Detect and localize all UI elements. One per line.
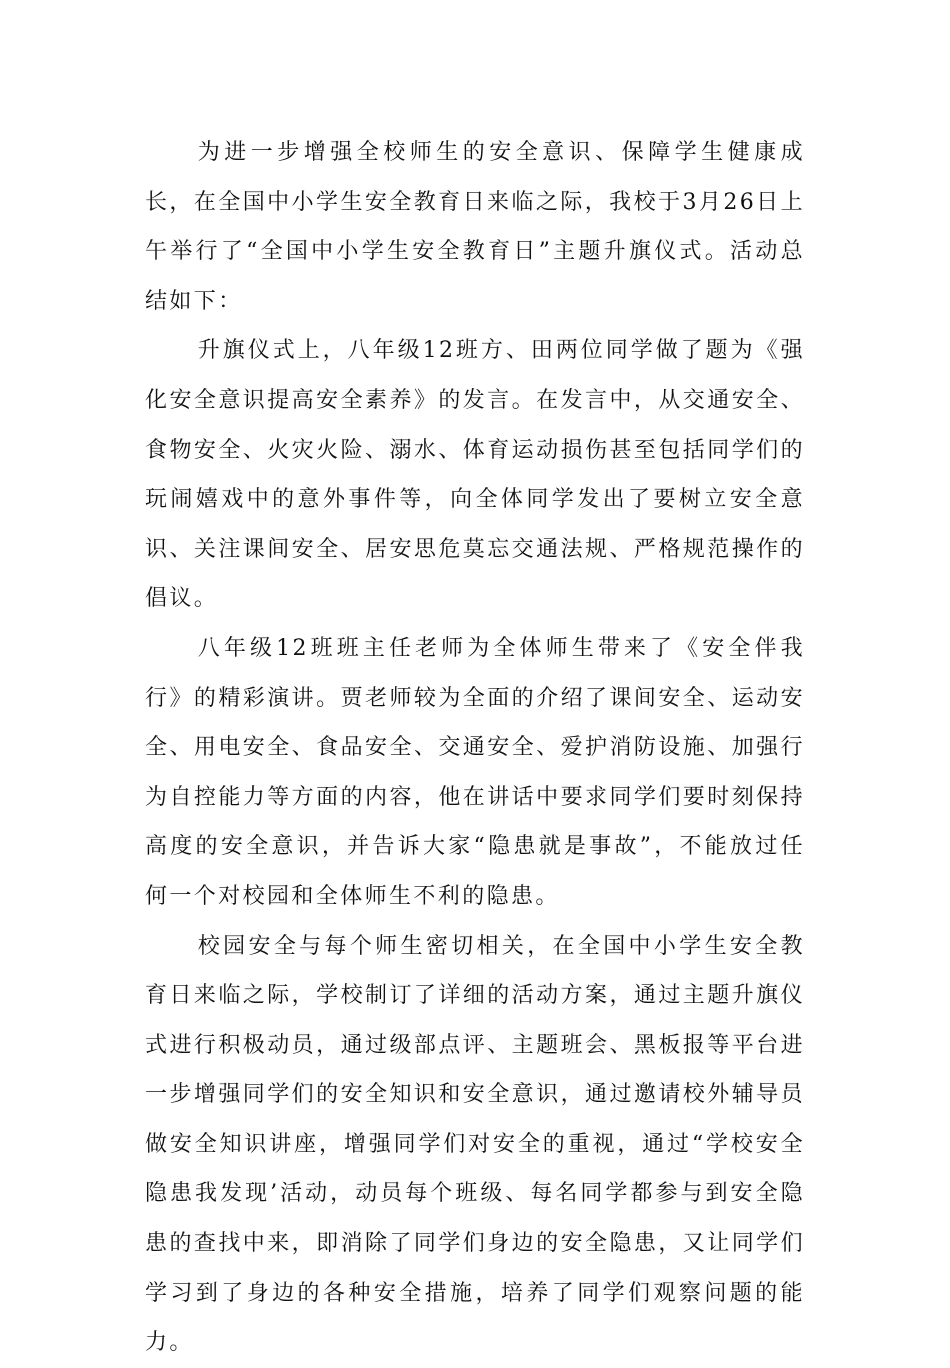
paragraph-intro: 为进一步增强全校师生的安全意识、保障学生健康成长，在全国中小学生安全教育日来临之际，我校于3月26日上午举行了“全国中小学生安全教育日”主题升旗仪式。活动总结如下： bbox=[145, 140, 805, 314]
paragraph-flag-ceremony-speech: 升旗仪式上，八年级12班方、田两位同学做了题为《强化安全意识提高安全素养》的发言。在发言中，从交通安全、食物安全、火灾火险、溺水、体育运动损伤甚至包括同学们的玩闹嬉戏中的意外事件等，向全体同学发出了要树立安全意识、关注课间安全、居安思危莫忘交通法规、严格规范操作的倡议。 bbox=[145, 338, 805, 612]
paragraph-teacher-speech: 八年级12班班主任老师为全体师生带来了《安全伴我行》的精彩演讲。贾老师较为全面的介绍了课间安全、运动安全、用电安全、食品安全、交通安全、爱护消防设施、加强行为自控能力等方面的内容，他在讲话中要求同学们要时刻保持高度的安全意识，并告诉大家“隐患就是事故”，不能放过任何一个对校园和全体师生不利的隐患。 bbox=[145, 635, 805, 909]
document-body bbox=[145, 128, 805, 1368]
paragraph-campus-safety: 校园安全与每个师生密切相关，在全国中小学生安全教育日来临之际，学校制订了详细的活动方案，通过主题升旗仪式进行积极动员，通过级部点评、主题班会、黑板报等平台进一步增强同学们的安全知识和安全意识，通过邀请校外辅导员做安全知识讲座，增强同学们对安全的重视，通过“学校安全隐患我发现’活动，动员每个班级、每名同学都参与到安全隐患的查找中来，即消除了同学们身边的安全隐患，又让同学们学习到了身边的各种安全措施，培养了同学们观察问题的能力。 bbox=[145, 933, 805, 1356]
